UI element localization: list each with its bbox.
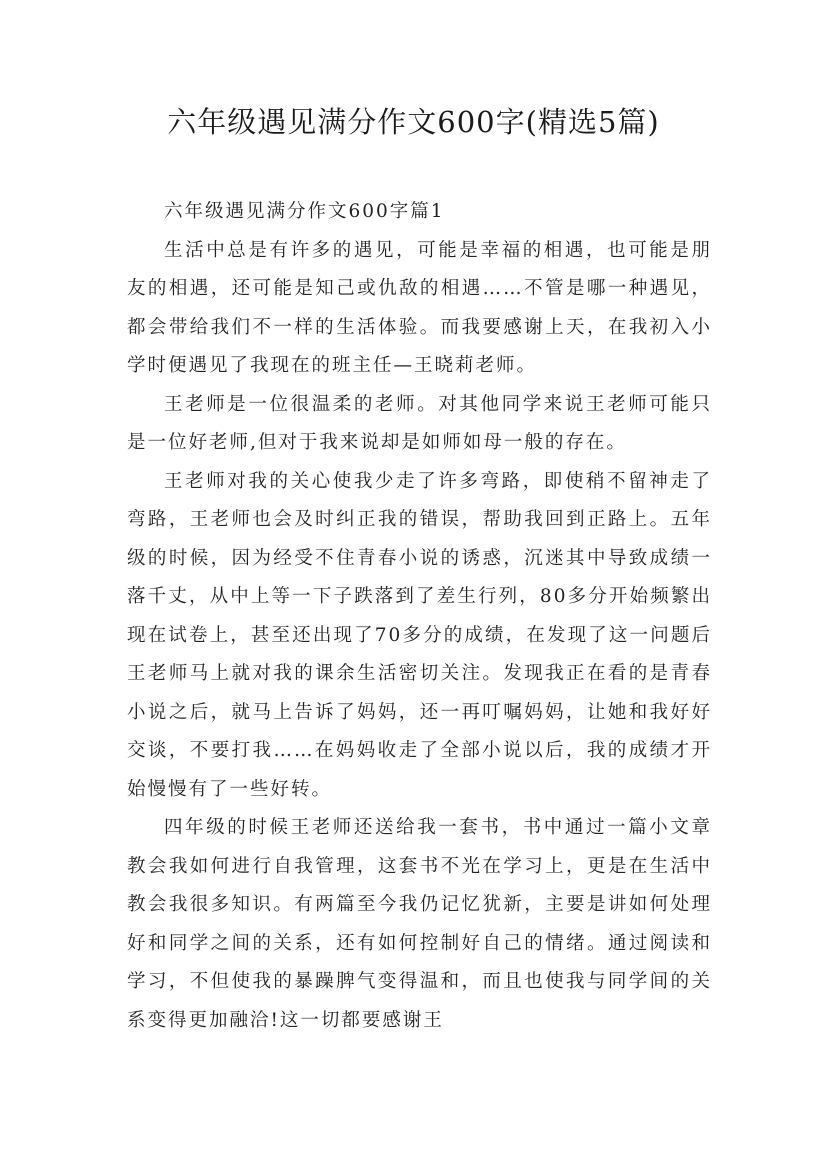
paragraph-3: 王老师对我的关心使我少走了许多弯路，即使稍不留神走了弯路，王老师也会及时纠正我的错误，帮助我回到正路上。五年级的时候，因为经受不住青春小说的诱惑，沉迷其中导致成绩一落千丈，从中上等一下子跌落到了差生行列，80多分开始频繁出现在试卷上，甚至还出现了70多分的成绩，在发现了这一问题后王老师马上就对我的课余生活密切关注。发现我正在看的是青春小说之后，就马上告诉了妈妈，还一再叮嘱妈妈，让她和我好好交谈，不要打我……在妈妈收走了全部小说以后，我的成绩才开始慢慢有了一些好转。 [127,470,712,800]
section-heading: 六年级遇见满分作文600字篇1 [164,201,445,222]
document-body [127,193,712,1040]
paragraph-1: 生活中总是有许多的遇见，可能是幸福的相遇，也可能是朋友的相遇，还可能是知己或仇敌的相遇……不管是哪一种遇见，都会带给我们不一样的生活体验。而我要感谢上天，在我初入小学时便遇见了我现在的班主任—王晓莉老师。 [127,239,712,376]
paragraph-4: 四年级的时候王老师还送给我一套书，书中通过一篇小文章教会我如何进行自我管理，这套书不光在学习上，更是在生活中教会我很多知识。有两篇至今我仍记忆犹新，主要是讲如何处理好和同学之间的关系，还有如何控制好自己的情绪。通过阅读和学习，不但使我的暴躁脾气变得温和，而且也使我与同学间的关系变得更加融洽!这一切都要感谢王 [127,817,712,1031]
document-title: 六年级遇见满分作文600字(精选5篇) [167,105,660,139]
paragraph-2: 王老师是一位很温柔的老师。对其他同学来说王老师可能只是一位好老师,但对于我来说却是如师如母一般的存在。 [127,393,712,453]
